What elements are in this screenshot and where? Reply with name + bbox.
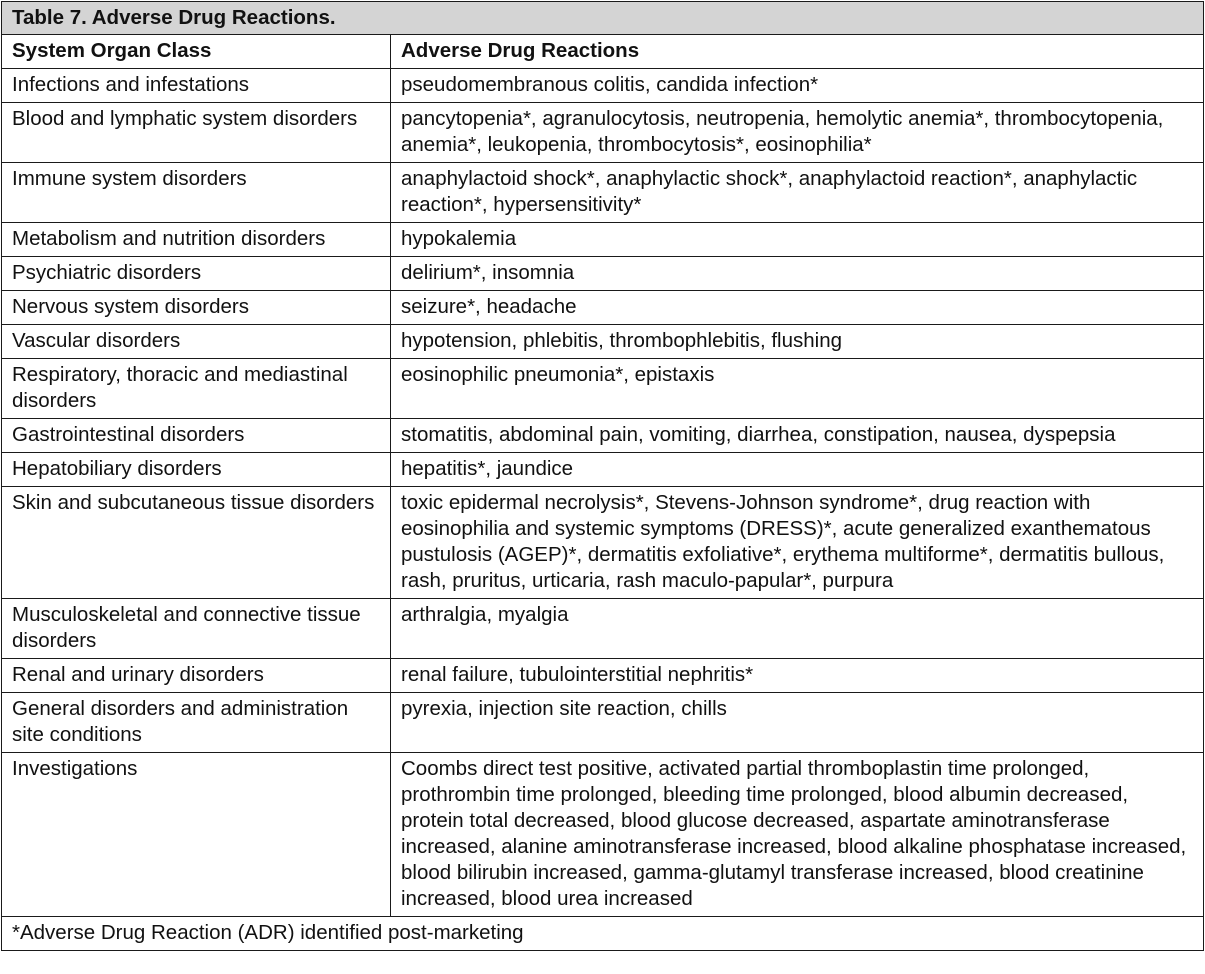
system-organ-class-cell: Investigations <box>2 753 391 917</box>
system-organ-class-cell: Blood and lymphatic system disorders <box>2 103 391 163</box>
table-row <box>2 659 1204 693</box>
system-organ-class-cell: Immune system disorders <box>2 163 391 223</box>
table-row <box>2 291 1204 325</box>
adverse-reactions-cell: stomatitis, abdominal pain, vomiting, diarrhea, constipation, nausea, dyspepsia <box>391 419 1204 453</box>
adverse-reactions-cell: arthralgia, myalgia <box>391 599 1204 659</box>
column-header-system-organ-class: System Organ Class <box>2 35 391 69</box>
table-row <box>2 325 1204 359</box>
adverse-reactions-cell: hypokalemia <box>391 223 1204 257</box>
system-organ-class-cell: Renal and urinary disorders <box>2 659 391 693</box>
table-title-row <box>2 2 1204 35</box>
system-organ-class-cell: Infections and infestations <box>2 69 391 103</box>
adverse-reactions-cell: seizure*, headache <box>391 291 1204 325</box>
table-row <box>2 223 1204 257</box>
table-row <box>2 487 1204 599</box>
system-organ-class-cell: Musculoskeletal and connective tissue disorders <box>2 599 391 659</box>
table-row <box>2 753 1204 917</box>
adverse-reactions-cell: pancytopenia*, agranulocytosis, neutropenia, hemolytic anemia*, thrombocytopenia, anemia*, leukopenia, thrombocytosis*, eosinophilia* <box>391 103 1204 163</box>
table-footnote: *Adverse Drug Reaction (ADR) identified post-marketing <box>2 917 1204 951</box>
adverse-reactions-cell: delirium*, insomnia <box>391 257 1204 291</box>
system-organ-class-cell: Gastrointestinal disorders <box>2 419 391 453</box>
table-row <box>2 257 1204 291</box>
column-header-adverse-drug-reactions: Adverse Drug Reactions <box>391 35 1204 69</box>
system-organ-class-cell: Nervous system disorders <box>2 291 391 325</box>
adverse-drug-reactions-table <box>1 1 1204 951</box>
system-organ-class-cell: Respiratory, thoracic and mediastinal disorders <box>2 359 391 419</box>
system-organ-class-cell: Vascular disorders <box>2 325 391 359</box>
system-organ-class-cell: Skin and subcutaneous tissue disorders <box>2 487 391 599</box>
adverse-reactions-cell: pyrexia, injection site reaction, chills <box>391 693 1204 753</box>
system-organ-class-cell: General disorders and administration site conditions <box>2 693 391 753</box>
table-row <box>2 453 1204 487</box>
table-row <box>2 69 1204 103</box>
table-header-row <box>2 35 1204 69</box>
adverse-reactions-cell: Coombs direct test positive, activated partial thromboplastin time prolonged, prothrombin time prolonged, bleeding time prolonged, blood albumin decreased, protein total decreased, blood glucose decreased, aspartate aminotransferase increased, alanine aminotransferase increased, blood alkaline phosphatase increased, blood bilirubin increased, gamma-glutamyl transferase increased, blood creatinine increased, blood urea increased <box>391 753 1204 917</box>
adverse-reactions-cell: renal failure, tubulointerstitial nephritis* <box>391 659 1204 693</box>
adverse-reactions-cell: anaphylactoid shock*, anaphylactic shock*, anaphylactoid reaction*, anaphylactic reaction*, hypersensitivity* <box>391 163 1204 223</box>
table-title: Table 7. Adverse Drug Reactions. <box>2 2 1204 35</box>
adverse-reactions-cell: hepatitis*, jaundice <box>391 453 1204 487</box>
table-footnote-row <box>2 917 1204 951</box>
table-row <box>2 103 1204 163</box>
adverse-reactions-cell: toxic epidermal necrolysis*, Stevens-Johnson syndrome*, drug reaction with eosinophilia and systemic symptoms (DRESS)*, acute generalized exanthematous pustulosis (AGEP)*, dermatitis exfoliative*, erythema multiforme*, dermatitis bullous, rash, pruritus, urticaria, rash maculo-papular*, purpura <box>391 487 1204 599</box>
system-organ-class-cell: Hepatobiliary disorders <box>2 453 391 487</box>
adverse-reactions-cell: eosinophilic pneumonia*, epistaxis <box>391 359 1204 419</box>
table-row <box>2 163 1204 223</box>
adverse-reactions-cell: hypotension, phlebitis, thrombophlebitis, flushing <box>391 325 1204 359</box>
adverse-reactions-cell: pseudomembranous colitis, candida infection* <box>391 69 1204 103</box>
system-organ-class-cell: Metabolism and nutrition disorders <box>2 223 391 257</box>
table-row <box>2 693 1204 753</box>
system-organ-class-cell: Psychiatric disorders <box>2 257 391 291</box>
table-row <box>2 599 1204 659</box>
table-row <box>2 359 1204 419</box>
table-row <box>2 419 1204 453</box>
